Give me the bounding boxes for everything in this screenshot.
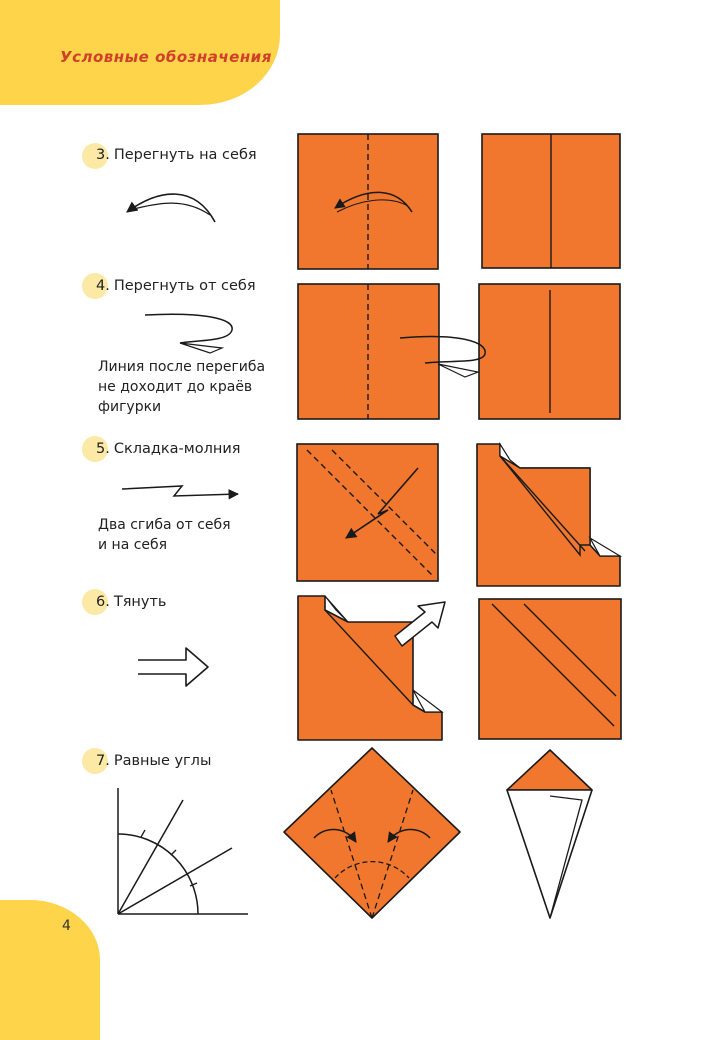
step-6-square-after xyxy=(479,599,621,739)
step-5-legend-arrow xyxy=(122,486,238,496)
step-4-square-after xyxy=(479,284,620,419)
step-5-text: Складка-молния xyxy=(113,441,241,457)
step-3-text: Перегнуть на себя xyxy=(113,147,257,163)
step-4-legend-arrow xyxy=(145,314,232,353)
step-7-angle-diagram xyxy=(118,788,248,914)
step-3-square-after xyxy=(482,134,620,268)
step-5-number: 5. xyxy=(96,441,110,457)
step-7-cone xyxy=(507,750,592,918)
step-6-number: 6. xyxy=(96,594,110,610)
step-4-number: 4. xyxy=(96,278,110,294)
page-title: Условные обозначения xyxy=(60,48,272,66)
step-3-square-before xyxy=(298,134,438,269)
step-3-legend-arrow xyxy=(127,194,215,222)
step-3-number: 3. xyxy=(96,147,110,163)
step-6-text: Тянуть xyxy=(113,594,167,610)
step-5-square-before xyxy=(297,444,438,581)
step-5-note: Два сгиба от себя и на себя xyxy=(98,517,231,553)
step-4-note: Линия после перегиба не доходит до краёв фигурки xyxy=(98,359,266,415)
step-7-text: Равные углы xyxy=(113,753,212,769)
step-6-square-before xyxy=(298,596,445,740)
step-7-diamond xyxy=(284,748,460,918)
step-6-legend-arrow xyxy=(138,648,208,686)
step-5-square-after xyxy=(477,444,620,586)
step-4-text: Перегнуть от себя xyxy=(113,278,256,294)
step-4-square-before xyxy=(298,284,439,419)
page-number: 4 xyxy=(62,918,71,934)
step-7-number: 7. xyxy=(96,753,110,769)
